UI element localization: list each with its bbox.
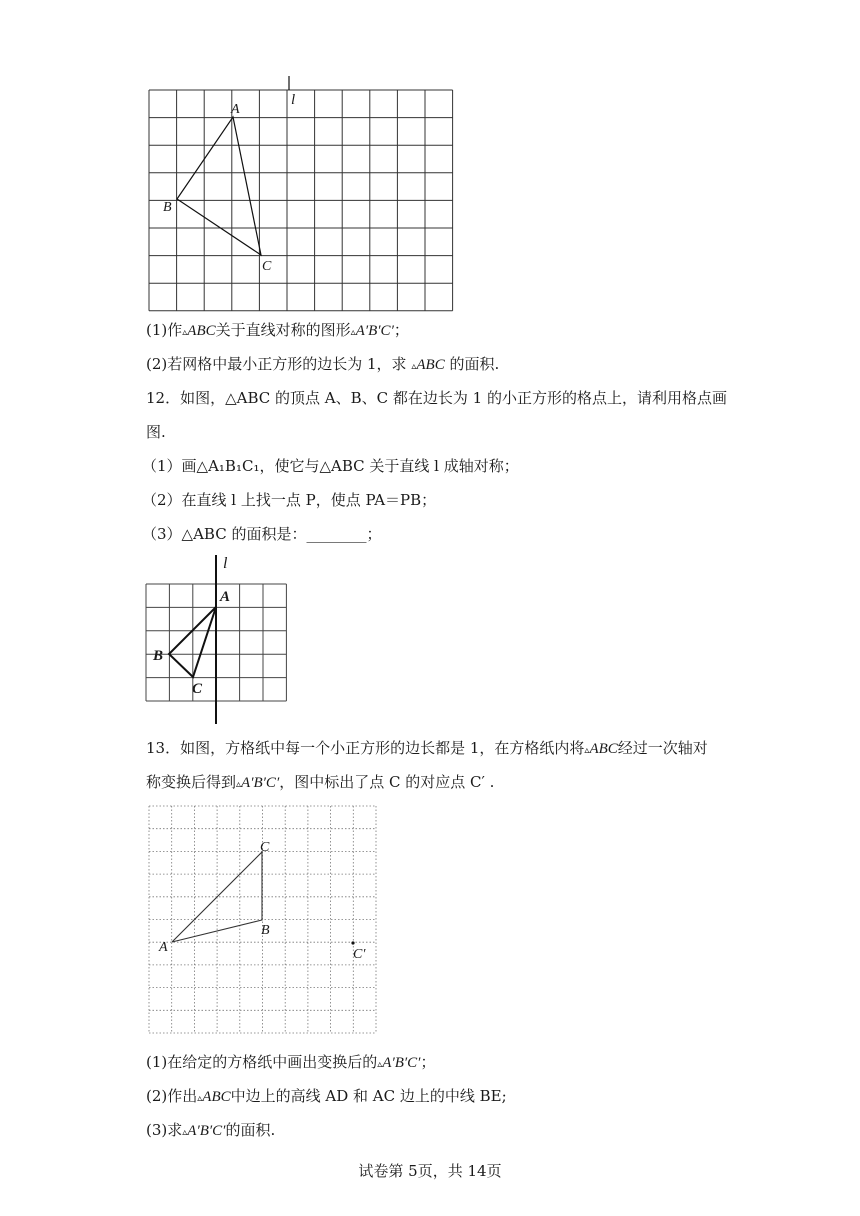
q13-part3-b: 的面积. (225, 1121, 276, 1139)
q11-part1-end: ； (393, 321, 409, 339)
triangle-symbol: ▵ (350, 327, 356, 338)
q11-part1-tri2: A′B′C′ (355, 323, 394, 339)
point-label-c: C (260, 840, 270, 855)
q13-line2-tri: A′B′C′ (241, 775, 280, 791)
point-c-prime (351, 941, 354, 944)
page-footer: 试卷第 5页，共 14页 (358, 1162, 502, 1180)
point-label-c-prime: C′ (353, 947, 366, 962)
triangle-symbol: ▵ (377, 1059, 383, 1070)
q13-line2-a: 称变换后得到 (146, 773, 237, 791)
q11-part1-mid: 关于直线对称的图形 (215, 321, 351, 339)
triangle-symbol: ▵ (411, 361, 417, 372)
line-label-l: l (291, 92, 296, 108)
q13-line1-b: 经过一次轴对 (617, 739, 708, 757)
q13-part1-a: (1)在给定的方格纸中画出变换后的 (146, 1053, 378, 1071)
q13-part1-b: ； (420, 1053, 436, 1071)
q11-part2-prefix: (2)若网格中最小正方形的边长为 1，求 (146, 355, 407, 373)
q13-part3 (146, 1120, 275, 1143)
q12-line2: 图. (146, 423, 166, 441)
point-label-c: C (192, 681, 203, 697)
q13-part2-a: (2)作出 (146, 1087, 198, 1105)
q13-part1 (146, 1052, 435, 1075)
q12-part2: （2）在直线 l 上找一点 P，使点 PA＝PB； (142, 491, 437, 509)
point-label-b: B (153, 648, 164, 664)
line-label-l: l (223, 555, 228, 572)
q13-part2-b: 中边上的高线 AD 和 AC 边上的中线 BE; (230, 1087, 507, 1105)
q12-line1: 12．如图，△ABC 的顶点 A、B、C 都在边长为 1 的小正方形的格点上，请利用格点画 (146, 389, 727, 407)
q13-part1-tri: A′B′C′ (382, 1055, 421, 1071)
q11-part2-end: 的面积. (449, 355, 500, 373)
q11-part1-prefix: (1)作 (146, 321, 183, 339)
triangle-symbol: ▵ (584, 745, 590, 756)
q13-line2-b: ，图中标出了点 C 的对应点 C′ . (279, 773, 495, 791)
q12-part3: （3）△ABC 的面积是：________； (142, 525, 382, 543)
point-label-a: A (231, 102, 240, 117)
point-label-b: B (261, 923, 270, 938)
q13-line1-a: 13．如图，方格纸中每一个小正方形的边长都是 1，在方格纸内将 (146, 739, 585, 757)
q13-line1-tri: ABC (589, 741, 618, 757)
triangle-symbol: ▵ (236, 779, 242, 790)
q11-part2-tri: ABC (416, 357, 445, 373)
q13-part2 (146, 1086, 507, 1109)
q13-part2-tri: ABC (202, 1089, 231, 1105)
q11-part1-tri: ABC (187, 323, 216, 339)
point-label-a: A (220, 589, 231, 605)
triangle-symbol: ▵ (197, 1093, 203, 1104)
triangle-symbol: ▵ (182, 1127, 188, 1138)
point-label-a: A (159, 940, 168, 955)
point-label-c: C (262, 259, 272, 274)
q12-part1: （1）画△A₁B₁C₁，使它与△ABC 关于直线 l 成轴对称； (142, 457, 519, 475)
q13-part3-tri: A′B′C′ (187, 1123, 226, 1139)
point-label-b: B (163, 200, 172, 215)
q13-part3-a: (3)求 (146, 1121, 183, 1139)
triangle-symbol: ▵ (182, 327, 188, 338)
